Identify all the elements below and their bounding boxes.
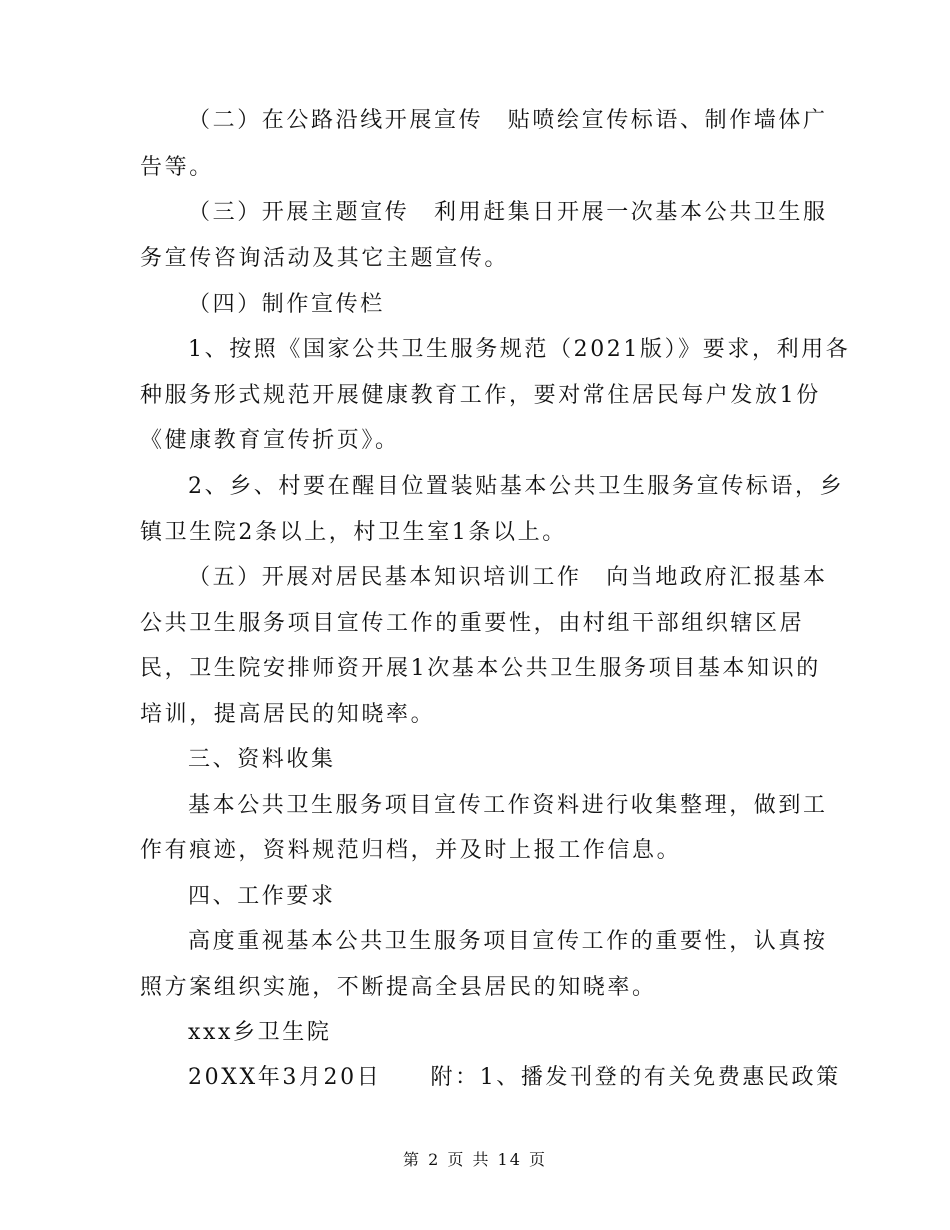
signature-line: xxx乡卫生院 [188,1020,332,1045]
page-number-footer: 第 2 页 共 14 页 [403,1150,547,1169]
paragraph-line: （二）在公路沿线开展宣传 贴喷绘宣传标语、制作墙体广 [188,108,828,133]
paragraph-line: 公共卫生服务项目宣传工作的重要性，由村组干部组织辖区居 [140,611,805,636]
paragraph-line: 高度重视基本公共卫生服务项目宣传工作的重要性，认真按 [188,929,828,954]
paragraph-line: 告等。 [140,155,214,180]
paragraph-line: 《健康教育宣传折页》。 [140,428,400,453]
paragraph-line: 种服务形式规范开展健康教育工作，要对常住居民每户发放1份 [140,383,821,408]
paragraph-line: 1、按照《国家公共卫生服务规范（2021版）》要求，利用各 [188,337,851,362]
section-heading: 四、工作要求 [188,884,336,909]
heading-line: （四）制作宣传栏 [188,292,385,317]
date-line: 20XX年3月20日 附：1、播发刊登的有关免费惠民政策 [188,1065,841,1090]
paragraph-line: 作有痕迹，资料规范归档，并及时上报工作信息。 [140,838,682,863]
paragraph-line: 民，卫生院安排师资开展1次基本公共卫生服务项目基本知识的 [140,656,821,681]
section-heading: 三、资料收集 [188,747,336,772]
paragraph-line: 镇卫生院2条以上，村卫生室1条以上。 [140,520,567,545]
paragraph-line: 照方案组织实施，不断提高全县居民的知晓率。 [140,975,657,1000]
paragraph-line: 基本公共卫生服务项目宣传工作资料进行收集整理，做到工 [188,793,828,818]
paragraph-line: （三）开展主题宣传 利用赶集日开展一次基本公共卫生服 [188,200,828,225]
paragraph-line: （五）开展对居民基本知识培训工作 向当地政府汇报基本 [188,565,828,590]
paragraph-line: 2、乡、村要在醒目位置装贴基本公共卫生服务宣传标语，乡 [188,474,845,499]
paragraph-line: 务宣传咨询活动及其它主题宣传。 [140,246,510,271]
paragraph-line: 培训，提高居民的知晓率。 [140,702,436,727]
